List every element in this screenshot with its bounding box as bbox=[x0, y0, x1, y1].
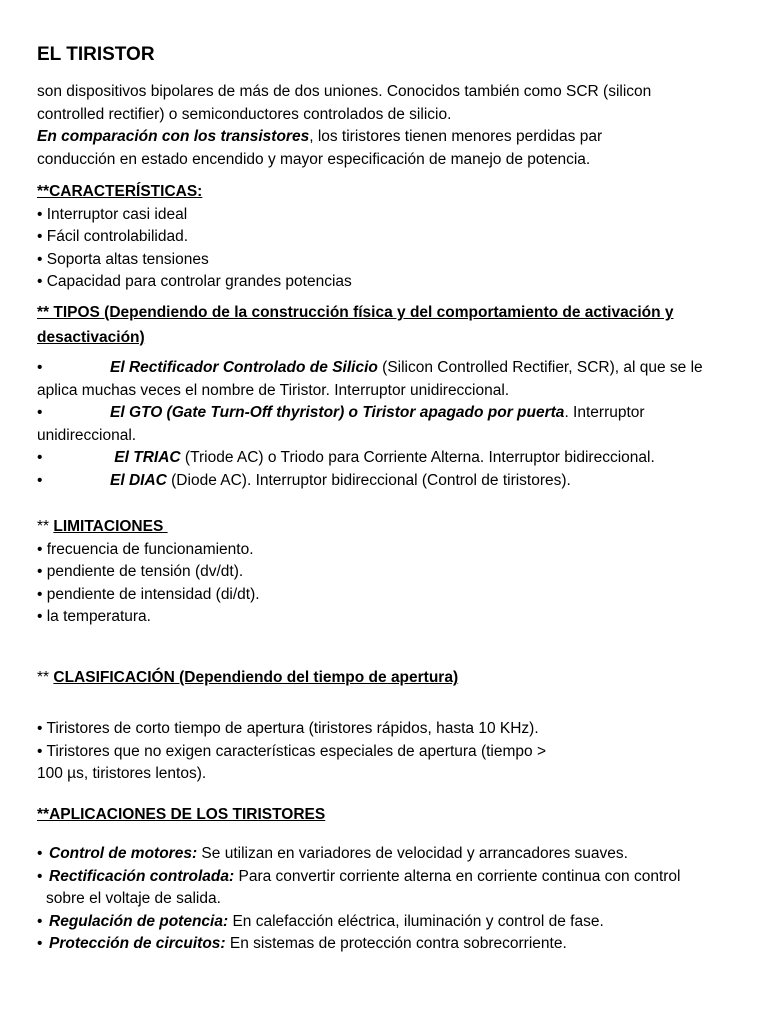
intro-paragraph bbox=[37, 81, 738, 171]
limitaciones-section bbox=[37, 516, 738, 629]
bullet: • bbox=[37, 912, 43, 930]
heading-prefix: ** bbox=[37, 669, 54, 686]
tipos-heading: desactivación) bbox=[37, 328, 145, 346]
page-title: EL TIRISTOR bbox=[37, 44, 155, 65]
aplicaciones-heading: **APLICACIONES DE LOS TIRISTORES bbox=[37, 806, 326, 823]
list-item: • Soporta altas tensiones bbox=[37, 250, 209, 268]
tipo-text: (Triode AC) o Triodo para Corriente Alterna. Interruptor bidireccional. bbox=[180, 449, 655, 466]
app-label: Regulación de potencia: bbox=[49, 912, 229, 930]
intro-line: son dispositivos bipolares de más de dos uniones. Conocidos también como SCR (silicon bbox=[37, 83, 652, 100]
app-text: En calefacción eléctrica, iluminación y control de fase. bbox=[228, 912, 604, 930]
list-item: • pendiente de intensidad (di/dt). bbox=[37, 585, 260, 603]
tipo-text: . Interruptor bbox=[564, 404, 645, 421]
limitaciones-heading-line bbox=[37, 516, 738, 539]
app-continuation: sobre el voltaje de salida. bbox=[46, 890, 221, 907]
app-text: En sistemas de protección contra sobrecorriente. bbox=[225, 935, 567, 952]
list-item bbox=[37, 470, 738, 493]
list-item: • Interruptor casi ideal bbox=[37, 205, 188, 223]
bullet: • bbox=[37, 359, 43, 376]
app-label: Control de motores: bbox=[49, 845, 198, 862]
bullet: • bbox=[37, 471, 43, 489]
intro-line: conducción en estado encendido y mayor especificación de manejo de potencia. bbox=[37, 150, 591, 168]
clasificacion-heading: CLASIFICACIÓN (Dependiendo del tiempo de apertura) bbox=[53, 669, 459, 686]
bullet: • bbox=[37, 935, 43, 952]
list-item bbox=[37, 933, 738, 956]
tipo-name: El TRIAC bbox=[110, 449, 181, 466]
bullet: • bbox=[37, 404, 43, 421]
list-item bbox=[37, 357, 738, 402]
list-item bbox=[37, 843, 738, 866]
tipo-text: (Diode AC). Interruptor bidireccional (Control de tiristores). bbox=[166, 471, 571, 489]
bullet: • bbox=[37, 867, 43, 885]
list-item: • frecuencia de funcionamiento. bbox=[37, 540, 254, 558]
list-item: • Fácil controlabilidad. bbox=[37, 228, 189, 245]
list-item: • la temperatura. bbox=[37, 608, 151, 625]
caracteristicas-heading: **CARACTERÍSTICAS: bbox=[37, 183, 203, 200]
tipos-section bbox=[37, 302, 738, 349]
intro-emphasis: En comparación con los transistores bbox=[37, 128, 310, 145]
aplicaciones-heading-line bbox=[37, 804, 738, 827]
tipos-heading: ** TIPOS (Dependiendo de la construcción física y del comportamiento de activación y bbox=[37, 304, 674, 321]
app-label: Rectificación controlada: bbox=[49, 867, 235, 885]
list-item bbox=[37, 447, 738, 470]
tipo-name: El Rectificador Controlado de Silicio bbox=[110, 359, 378, 376]
clasificacion-heading-line bbox=[37, 667, 738, 690]
list-item: • Tiristores que no exigen características especiales de apertura (tiempo > bbox=[37, 742, 547, 760]
tipo-name: El GTO (Gate Turn-Off thyristor) o Tiristor apagado por puerta bbox=[110, 404, 565, 421]
intro-line: controlled rectifier) o semiconductores controlados de silicio. bbox=[37, 105, 452, 123]
aplicaciones-list bbox=[37, 843, 738, 956]
bullet: • bbox=[37, 845, 43, 862]
tipo-continuation: aplica muchas veces el nombre de Tiristor. Interruptor unidireccional. bbox=[37, 381, 510, 399]
tipos-list bbox=[37, 357, 738, 492]
tipo-name: El DIAC bbox=[110, 471, 167, 489]
limitaciones-heading: LIMITACIONES bbox=[53, 518, 168, 535]
list-item bbox=[37, 911, 738, 934]
list-item: • pendiente de tensión (dv/dt). bbox=[37, 563, 244, 580]
bullet: • bbox=[37, 449, 43, 466]
app-label: Protección de circuitos: bbox=[49, 935, 226, 952]
intro-text: , los tiristores tienen menores perdidas par bbox=[309, 128, 603, 145]
tipo-continuation: unidireccional. bbox=[37, 426, 137, 444]
app-text: Para convertir corriente alterna en corriente continua con control bbox=[234, 867, 681, 885]
list-item: • Capacidad para controlar grandes potencias bbox=[37, 273, 352, 290]
list-item bbox=[37, 866, 738, 911]
tipo-text: (Silicon Controlled Rectifier, SCR), al que se le bbox=[377, 359, 703, 376]
heading-prefix: ** bbox=[37, 518, 54, 535]
list-item: • Tiristores de corto tiempo de apertura (tiristores rápidos, hasta 10 KHz). bbox=[37, 720, 539, 737]
list-item bbox=[37, 402, 738, 447]
list-item-continuation: 100 µs, tiristores lentos). bbox=[37, 765, 207, 782]
caracteristicas-section bbox=[37, 181, 738, 294]
intro-line bbox=[37, 126, 738, 149]
app-text: Se utilizan en variadores de velocidad y arrancadores suaves. bbox=[197, 845, 628, 862]
clasificacion-list bbox=[37, 718, 738, 786]
